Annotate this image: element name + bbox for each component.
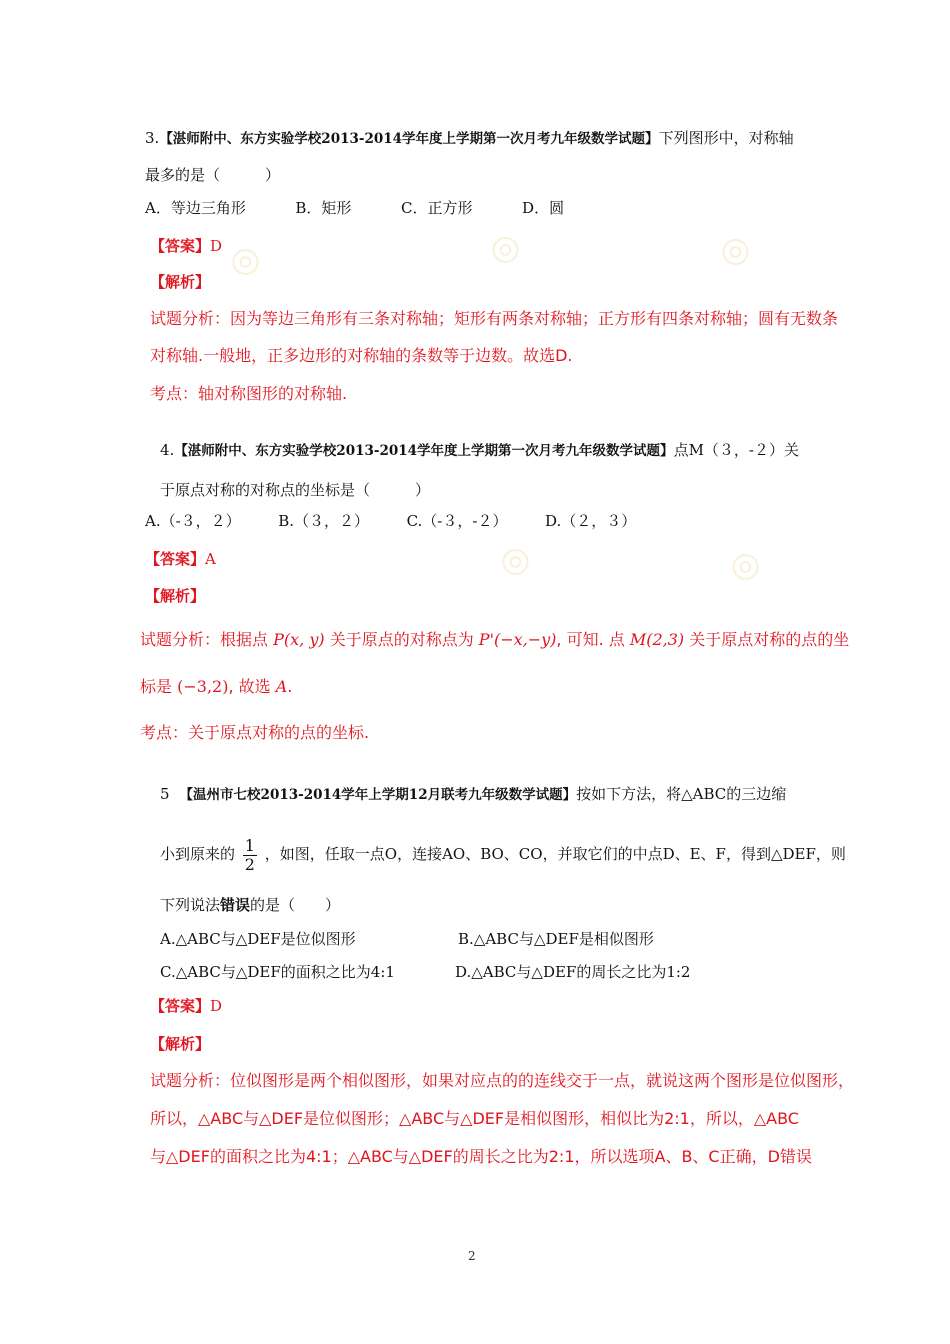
q5-analysis-line3: 与△DEF的面积之比为4:1；△ABC与△DEF的周长之比为2:1，所以选项A、B、C正确，D错误 <box>150 1147 812 1166</box>
q3-analysis-label: 【解析】 <box>150 273 211 291</box>
q4-header: 4.【湛师附中、东方实验学校2013-2014学年度上学期第一次月考九年级数学试题】点M（３，-２）关 <box>160 441 799 459</box>
q4-stem-cont: 于原点对称的对称点的坐标是（ ） <box>160 481 431 499</box>
q3-point: 考点：轴对称图形的对称轴. <box>150 384 348 403</box>
q4-options <box>145 511 636 531</box>
q4-answer: 【答案】A <box>145 550 216 568</box>
formula-answer: A <box>275 677 288 696</box>
q4-analysis-label: 【解析】 <box>145 587 206 605</box>
watermark-logo: ◎ <box>724 541 766 589</box>
q5-stem-line3: 下列说法错误的是（ ） <box>160 896 341 914</box>
q3-stem-cont: 最多的是（ ） <box>145 166 281 184</box>
formula-p-prime: P'(−x,−y) <box>478 630 557 649</box>
formula-p: P(x, y) <box>273 630 325 649</box>
q3-analysis-line1: 试题分析：因为等边三角形有三条对称轴；矩形有两条对称轴；正方形有四条对称轴；圆有无数条 <box>150 309 839 328</box>
watermark-logo: ◎ <box>484 224 526 272</box>
q3-option-b: B．矩形 <box>295 199 352 217</box>
q3-analysis-line2: 对称轴.一般地，正多边形的对称轴的条数等于边数。故选D. <box>150 346 573 365</box>
q5-stem-line2: 小到原来的 $\frac{1}{2}$ ，如图，任取一点O，连接AO、BO、CO，并取它们的中点D、E、F，得到△DEF，则 <box>160 835 846 874</box>
q5-option-a: A.△ABC与△DEF是位似图形 <box>160 930 356 948</box>
q4-option-d: D.（２，３） <box>545 512 637 530</box>
q4-option-b: B.（３，２） <box>278 512 370 530</box>
q3-option-a: A．等边三角形 <box>145 199 246 217</box>
q3-answer: 【答案】D <box>150 237 223 255</box>
q4-option-a: A.（-３，２） <box>145 512 241 530</box>
q4-analysis-line2: 标是 (−3,2), 故选 A. <box>140 677 293 696</box>
q4-option-c: C.（-３，-２） <box>406 512 508 530</box>
q3-options <box>145 198 564 218</box>
q4-analysis-line1: 试题分析：根据点 P(x, y) 关于原点的对称点为 P'(−x,−y), 可知. 点 M(2,3) 关于原点对称的点的坐 <box>140 630 850 649</box>
watermark-logo: ◎ <box>714 226 756 274</box>
q5-option-c: C.△ABC与△DEF的面积之比为4:1 <box>160 963 395 981</box>
q3-option-c: C．正方形 <box>401 199 473 217</box>
q3-option-d: D．圆 <box>522 199 565 217</box>
q5-answer: 【答案】D <box>150 997 223 1015</box>
page-number: 2 <box>468 1249 476 1263</box>
q5-header: 5 【温州市七校2013-2014学年上学期12月联考九年级数学试题】按如下方法，将△ABC的三边缩 <box>160 785 787 803</box>
formula-m: M(2,3) <box>629 630 685 649</box>
q5-analysis-line1: 试题分析：位似图形是两个相似图形，如果对应点的的连线交于一点，就说这两个图形是位似图形， <box>150 1071 855 1090</box>
q4-point: 考点：关于原点对称的点的坐标. <box>140 723 370 742</box>
q5-analysis-line2: 所以，△ABC与△DEF是位似图形；△ABC与△DEF是相似图形，相似比为2:1，所以，△ABC <box>150 1109 799 1128</box>
q5-option-b: B.△ABC与△DEF是相似图形 <box>458 930 654 948</box>
q3-header: 3.【湛师附中、东方实验学校2013-2014学年度上学期第一次月考九年级数学试题】下列图形中，对称轴 <box>145 129 794 147</box>
q5-analysis-label: 【解析】 <box>150 1035 211 1053</box>
formula-result: (−3,2) <box>177 677 229 696</box>
q5-option-d: D.△ABC与△DEF的周长之比为1:2 <box>455 963 691 981</box>
watermark-logo: ◎ <box>494 536 536 584</box>
emphasis-wrong: 错误 <box>220 896 251 914</box>
fraction-one-half: $\frac{1}{2}$ <box>244 835 255 874</box>
watermark-logo: ◎ <box>224 236 266 284</box>
